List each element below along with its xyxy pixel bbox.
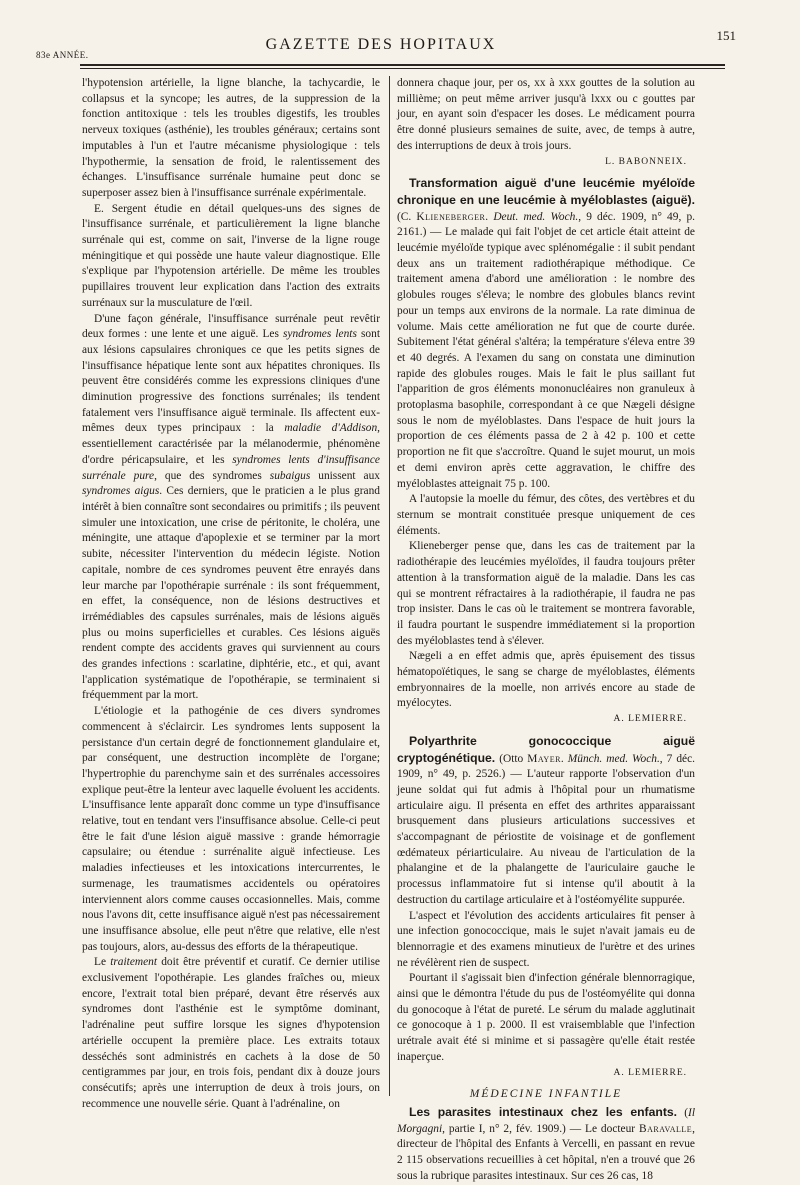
left-paragraph-1: l'hypotension artérielle, la ligne blanche, la tachycardie, le collapsus et la syncope; les autres, de la suppression de la fonction antitoxique : tels les troubles digestifs, les troubles nerveux toxiques (asthénie), les troubles généraux; certains sont imputables à l'un et l'autre mécanisme physiologique : tels l'hypothermie, la sensation de froid, le ralentissement des échanges. L'insuffisance surrénale humaine peut donc se superposer assez bien à l'insuffisance surrénale expérimentale.	[82, 77, 380, 199]
polyarthrite-paragraph-2: L'aspect et l'évolution des accidents articulaires fit penser à une infection gonococcique, mais le sujet n'avait jamais eu de blennorragie et des examens minutieux de l'urètre et des urines ne révélèrent rien de suspect.	[397, 909, 695, 969]
left-paragraph-2: E. Sergent étudie en détail quelques-uns des signes de l'insuffisance surrénale, et particulièrement la ligne blanche surrénale qui est, comme on sait, l'inverse de la ligne rouge méningitique et qui possède une haute valeur diagnostique. Elle s'explique par l'hypotension artérielle. De même les troubles pupillaires trouvent leur explication dans l'action des extraits surrénaux sur la musculature de l'œil.	[82, 202, 380, 309]
polyarthrite-paragraph-3: Pourtant il s'agissait bien d'infection générale blennorragique, ainsi que le démontra l'étude du pus de l'ostéomyélite qui donna du gonocoque à l'état de pureté. Le sérum du malade agglutinait ce gonocoque à 1 p. 2000. Il est vraisemblable que l'infection urétrale avait été si minime et si passagère qu'elle était restée inaperçue.	[397, 972, 695, 1063]
journal-title: GAZETTE DES HOPITAUX	[265, 36, 497, 53]
article-title-parasites: Les parasites intestinaux chez les enfants.	[409, 1105, 678, 1119]
page-number: 151	[716, 28, 736, 43]
author-signature-lemierre-1: A. LEMIERRE.	[613, 714, 687, 725]
column-divider	[389, 76, 390, 1096]
left-paragraph-4: L'étiologie et la pathogénie de ces divers syndromes commencent à s'éclaircir. Les syndromes lents supposent la persistance d'un certain degré de fonctionnement glandulaire et, par conséquent, une destruction incomplète de l'organe; l'hypertrophie du parenchyme sain et des surrénales accessoires explique peut-être la lenteur avec laquelle évoluent les accidents. L'insuffisance lente apparaît donc comme un type d'insuffisance relative, tout en tendant vers l'insuffisance absolue. Celle-ci peut être le fait d'une lésion aiguë massive : grande hémorragie capsulaire; ou étendue : surrénalite aiguë infectieuse. Les maladies infectieuses et les intoxications intercurrentes, le surmenage, les traumatismes accidentels ou opératoires interviennent alors comme causes occasionnelles. Mais, comme nous l'avons dit, cette insuffisance aiguë n'est pas nécessairement une insuffisance absolue, elle peut n'être que relative, elle n'est pas toujours, alors, au-dessus des efforts de la thérapeutique.	[82, 705, 380, 953]
author-signature-babonneix: L. BABONNEIX.	[605, 156, 687, 167]
article-polyarthrite: Polyarthrite gonococcique aiguë cryptogénétique. (Otto Mayer. Münch. med. Woch., 7 déc. 1909, n° 49, p. 2526.) — L'auteur rapporte l'observation d'un jeune soldat qui fut admis à l'hôpital pour un rhumatisme articulaire aigu. Il présenta en effet des arthrites apparaissant brusquement dans plusieurs articulations successives et s'accompagnant de périostite de voisinage et de gonflement œdémateux périarticulaire. Au niveau de l'articulation de la phalangine et de la phalangette de l'auriculaire gauche le processus inflammatoire fut si intense qu'il aboutit à la destruction du cartilage articulaire et à l'ostéomyélite suppurée.	[397, 733, 695, 906]
page-header	[36, 28, 736, 62]
article-title-polyarthrite: Polyarthrite gonococcique aiguë cryptogénétique.	[397, 733, 695, 765]
year-label: 83e ANNÉE.	[36, 50, 89, 60]
left-column	[82, 76, 380, 1110]
article-title-leucemie: Transformation aiguë d'une leucémie myéloïde chronique en une leucémie à myéloblastes (aiguë).	[397, 176, 695, 207]
right-paragraph-1: donnera chaque jour, per os, xx à xxx gouttes de la solution au millième; on peut même arriver jusqu'à lxxx ou c gouttes par jour, en ayant soin d'espacer les doses. Le médicament pourra être donné plusieurs semaines de suite, avec, de temps à autre, des interruptions de deux à trois jours.	[397, 77, 695, 152]
article-leucemie: Transformation aiguë d'une leucémie myéloïde chronique en une leucémie à myéloblastes (aiguë). (C. Klieneberger. Deut. med. Woch., 9 déc. 1909, n° 49, p. 2161.) — Le malade qui fait l'objet de cet article était atteint de leucémie myéloïde typique avec splénomégalie : il subit pendant deux ans un traitement radiothérapique méthodique. Ce traitement amena d'abord une amélioration : le nombre des globules rouges s'éleva; le nombre des globules blancs revint pour un temps aux environs de la normale. La rate diminua de volume. Mais cette amélioration ne fut que de courte durée. Subitement l'état général s'altéra; la température s'éleva entre 39 et 40 degrés. A l'examen du sang on constata une diminution rapide des globules rouges. Mais le fait le plus saillant fut l'apparition de gros éléments mononucléaires non granuleux à protoplasma basophile, correspondant à ce que Nægeli désigne sous le nom de myéloblastes. Dans l'espace de huit jours la proportion de ces éléments passa de 2 à 42 p. 100 et cette proportion ne fit que s'accroître. Quand le sujet mourut, un mois et demi environ après cette aggravation, le chiffre des myéloblastes atteignait 75 p. 100.	[397, 176, 695, 490]
section-heading: MÉDECINE INFANTILE	[469, 1088, 623, 1101]
left-paragraph-3: D'une façon générale, l'insuffisance surrénale peut revêtir deux formes : une lente et une aiguë. Les syndromes lents sont aux lésions capsulaires chroniques ce que les petits signes de l'insuffisance hépatique lente sont aux hépatites chroniques. Ils peuvent être considérés comme les expressions cliniques d'une diminution progressive des fonctions surrénales; ils tendent fatalement vers l'insuffisance aiguë terminale. Ils affectent eux-mêmes deux types principaux : la maladie d'Addison, essentiellement caractérisée par la mélanodermie, phénomène d'ordre péricapsulaire, et les syndromes lents d'insuffisance surrénale pure, que des syndromes subaigus unissent aux syndromes aigus. Ces derniers, que le praticien a le plus grand intérêt à bien connaître sont secondaires ou primitifs ; ils peuvent simuler une intoxication, une crise de péritonite, le choléra, une méningite, une attaque d'apoplexie et se terminer par la mort subite, nécessiter l'intervention du médecin légiste. Notion capitale, nombre de ces syndromes peuvent être enrayés dans leur marche par l'opothérapie surrénale : ils sont fréquemment, en effet, la conséquence, non de lésions destructives et irrémédiables des capsules surrénales, mais de lésions aiguës plus ou moins superficielles et curables. Ces lésions aiguës rendent compte des accidents graves qui surviennent au cours des grandes infections : scarlatine, diphtérie, etc., et qui, avant l'application systématique de l'opothérapie, se terminaient si fréquemment par la mort.	[82, 312, 380, 702]
right-column	[397, 76, 695, 1182]
leucemie-paragraph-3: Klieneberger pense que, dans les cas de traitement par la radiothérapie des leucémies myéloïdes, il faudra toujours prêter attention à la transformation aiguë de la maladie. Dans les cas qui se montrent réfractaires à la radiothérapie, il faudra ne pas trop insister. Dans le cas où le traitement se montrera favorable, il faudra pourtant le suspendre immédiatement si la proportion des myéloblastes tend à s'élever.	[397, 540, 695, 647]
header-rule	[80, 64, 725, 66]
article-parasites: Les parasites intestinaux chez les enfants. (Il Morgagni, partie I, n° 2, fév. 1909.) — Le docteur Baravalle, directeur de l'hôpital des Enfants à Vercelli, en passant en revue 2 115 observations recueillies à cet hôpital, n'en a trouvé que 26 sous la rubrique parasites intestinaux. Sur ces 26 cas, 18	[397, 1105, 695, 1182]
author-signature-lemierre-2: A. LEMIERRE.	[613, 1067, 687, 1078]
leucemie-paragraph-2: A l'autopsie la moelle du fémur, des côtes, des vertèbres et du sternum se montrait constituée presque uniquement de ces éléments.	[397, 493, 695, 537]
leucemie-paragraph-4: Nægeli a en effet admis que, après épuisement des tissus hématopoïétiques, le sang se charge de myéloblastes, éléments embryonnaires de la moelle, non arrivés encore au stade de myélocytes.	[397, 650, 695, 710]
left-paragraph-5: Le traitement doit être préventif et curatif. Ce dernier utilise exclusivement l'opothérapie. Les glandes fraîches ou, mieux encore, l'extrait total bien préparé, devant être réservés aux syndromes dont l'asthénie est le symptôme dominant, l'adrénaline peut suffire lorsque les signes d'hypotension artérielle occupent la première place. Les extraits totaux desséchés sont administrés en cachets à la dose de 50 centigrammes par jour, en trois fois, pendant dix à douze jours consécutifs; après une interruption de deux à trois jours, on recommence une nouvelle série. Quant à l'adrénaline, on	[82, 956, 380, 1110]
header-rule-thin	[80, 68, 725, 69]
